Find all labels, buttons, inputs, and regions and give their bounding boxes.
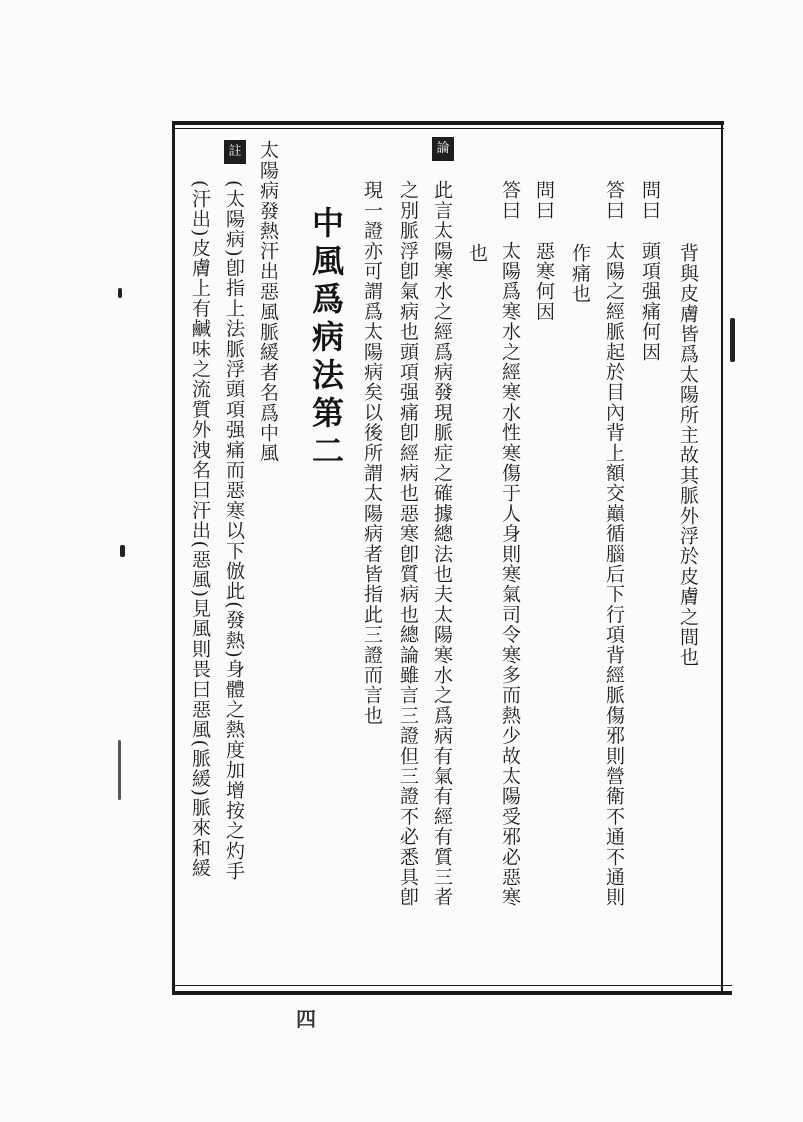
text-column-12: 太陽病發熱汗出惡風脈緩者名爲中風 — [257, 140, 279, 464]
section-title: 中風爲病法第二 — [307, 206, 345, 472]
margin-speck — [120, 545, 125, 557]
text-column-2: 問曰 頭項强痛何因 — [639, 180, 661, 362]
frame-right-rule — [721, 121, 723, 995]
frame-bottom-thin-rule — [172, 985, 732, 986]
text-column-13: (太陽病)卽指上法脈浮頭項强痛而惡寒以下倣此(發熱)身體之熱度加增按之灼手 — [223, 180, 245, 882]
text-column-5: 問曰 惡寒何因 — [533, 180, 555, 322]
text-column-1: 背與皮膚皆爲太陽所主故其脈外浮於皮膚之間也 — [677, 243, 699, 668]
frame-top-rule — [172, 121, 724, 125]
note-marker: 註 — [224, 140, 246, 164]
commentary-marker: 論 — [432, 137, 454, 161]
text-column-10: 現一證亦可謂爲太陽病矣以後所謂太陽病者皆指此三證而言也 — [361, 180, 383, 726]
text-column-7: 也 — [466, 243, 488, 264]
frame-left-rule — [172, 121, 175, 995]
page-number: 四 — [296, 1007, 316, 1031]
margin-speck — [118, 740, 121, 800]
text-column-3: 答曰 太陽之經脈起於目內背上額交巔循腦后下行項背經脈傷邪則營衛不通不通則 — [603, 180, 625, 908]
text-column-8: 此言太陽寒水之經爲病發現脈症之確據總法也夫太陽寒水之爲病有氣有經有質三者 — [431, 180, 453, 908]
margin-speck — [730, 318, 735, 362]
text-column-14: (汗出)皮膚上有鹹味之流質外洩名曰汗出(惡風)見風則畏曰惡風(脈緩)脈來和緩 — [189, 180, 211, 879]
frame-bottom-rule — [172, 991, 732, 995]
text-column-9: 之別脈浮卽氣病也頭項强痛卽經病也惡寒卽質病也總論雖言三證但三證不必悉具卽 — [397, 180, 419, 908]
text-column-6: 答曰 太陽爲寒水之經寒水性寒傷于人身則寒氣司令寒多而熱少故太陽受邪必惡寒 — [499, 180, 521, 908]
margin-speck — [118, 288, 122, 298]
text-column-4: 作痛也 — [569, 243, 591, 304]
frame-top-thin-rule — [172, 128, 724, 129]
